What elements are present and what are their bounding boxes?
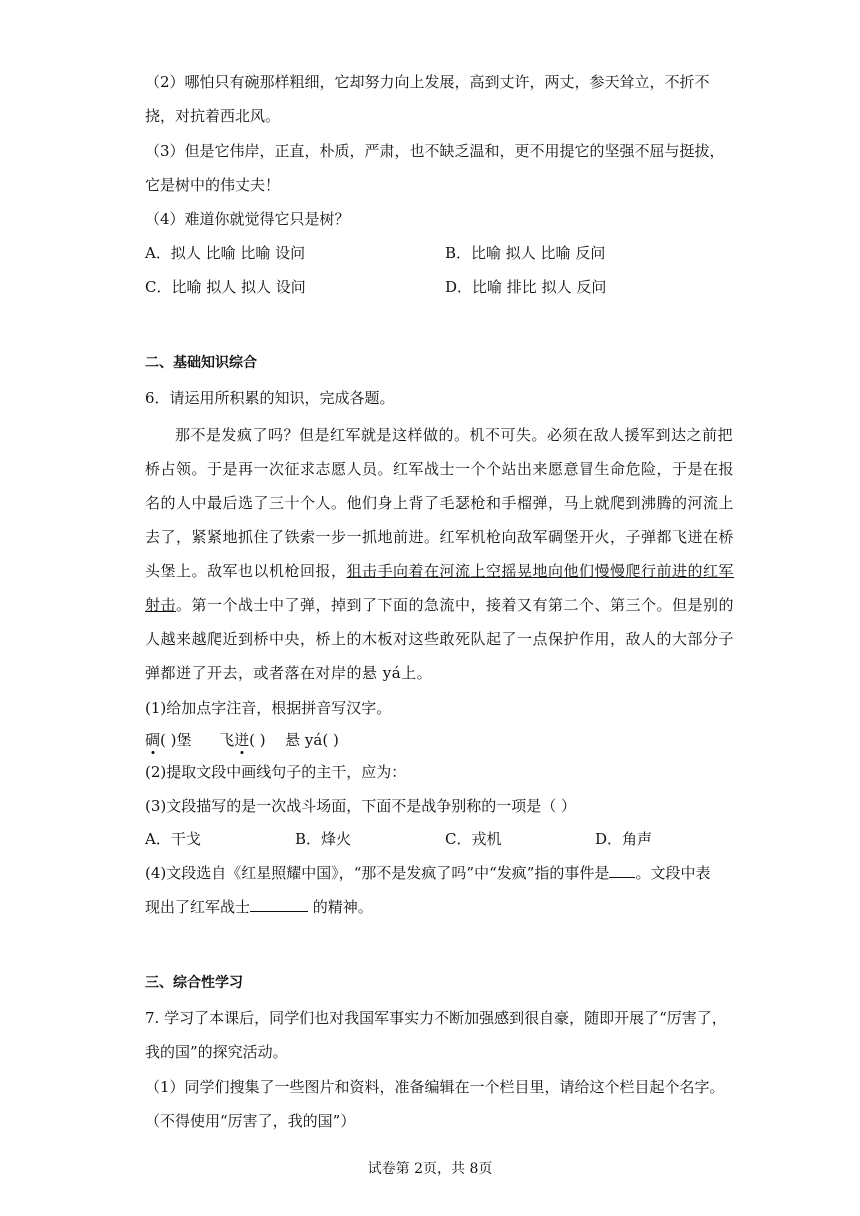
answer-slot-1[interactable]: ( )堡 [160,731,192,749]
q6-sub4-text2-end: 的精神。 [308,898,373,916]
q6-sub4-line2 [145,897,373,917]
underlined-sentence-part2: 射击 [145,596,177,614]
q6-sub4-text1: (4)文段选自《红星照耀中国》，“那不是发疯了吗”中“发疯”指的事件是 [145,864,610,882]
q6-passage-line8: 弹都迸了开去，或者落在对岸的悬 yá上。 [145,664,433,682]
q6-sub3-option-c[interactable]: C．戎机 [445,830,502,848]
q7-sub1-line1: （1）同学们搜集了一些图片和资料，准备编辑在一个栏目里，请给这个栏目起个名字。 [145,1078,725,1096]
q6-sub4-text1-end: 。文段中表 [635,864,711,882]
dotted-char-beng: 迸 [234,731,250,749]
q6-passage-line1: 那不是发疯了吗？但是红军就是这样做的。机不可失。必须在敌人援军到达之前把 [175,426,734,444]
q5-option-d[interactable]: D．比喻 排比 拟人 反问 [445,278,607,296]
q5-option-a[interactable]: A．拟人 比喻 比喻 设问 [145,244,306,262]
q5-option-b[interactable]: B．比喻 拟人 比喻 反问 [445,244,606,262]
q6-sub4-text2: 现出了红军战士 [145,898,251,916]
section-3-title: 三、综合性学习 [145,975,243,991]
q6-sub3: (3)文段描写的是一次战斗场面，下面不是战争别称的一项是（ ） [145,797,577,815]
q5-item3-line2: 它是树中的伟丈夫！ [145,176,281,194]
q6-passage-line5-plain: 头堡上。敌军也以机枪回报， [145,562,347,580]
q7-sub1-line2: （不得使用“厉害了，我的国”） [145,1112,356,1130]
q5-item4: （4）难道你就觉得它只是树？ [145,210,350,228]
underlined-sentence-part1: 狙击手向着在河流上空摇晃地向他们慢慢爬行前进的红军 [346,562,735,580]
answer-slot-2[interactable]: ( ) [249,731,266,749]
answer-blank-spirit[interactable] [250,897,308,912]
q6-sub1-items [145,730,339,750]
q6-passage-line4: 去了，紧紧地抓住了铁索一步一抓地前进。红军机枪向敌军碉堡开火，子弹都飞迸在桥 [145,528,735,546]
q5-option-c[interactable]: C．比喻 拟人 拟人 设问 [145,278,306,296]
q6-sub3-option-d[interactable]: D．角声 [595,830,653,848]
q5-item2-line2: 挠，对抗着西北风。 [145,107,281,125]
q5-item3-line1: （3）但是它伟岸，正直，朴质，严肃，也不缺乏温和，更不用提它的坚强不屈与挺拔， [145,142,725,160]
section-2-title: 二、基础知识综合 [145,355,257,371]
q7-stem-line1: 7. 学习了本课后，同学们也对我国军事实力不断加强感到很自豪，随即开展了“厉害了， [145,1009,727,1027]
answer-blank-event[interactable] [609,863,635,878]
q6-passage-line6 [145,595,734,615]
q6-passage-line7: 人越来越爬近到桥中央，桥上的木板对这些敢死队起了一点保护作用，敌人的大部分子 [145,630,735,648]
char-fei: 飞 [219,731,235,749]
q6-sub4-line1 [145,863,710,883]
page-footer: 试卷第 2页，共 8页 [367,1161,493,1177]
q5-item2-line1: （2）哪怕只有碗那样粗细，它却努力向上发展，高到丈许，两丈，参天耸立，不折不 [145,73,710,91]
q6-sub3-option-a[interactable]: A．干戈 [145,830,201,848]
q6-passage-line2: 桥占领。于是再一次征求志愿人员。红军战士一个个站出来愿意冒生命危险，于是在报 [145,460,735,478]
q6-sub2: (2)提取文段中画线句子的主干，应为： [145,763,407,781]
q6-passage-line5 [145,561,734,581]
dotted-char-diao: 碉 [145,731,161,749]
q6-sub1: (1)给加点字注音，根据拼音写汉字。 [145,699,392,717]
q6-sub3-option-b[interactable]: B．烽火 [295,830,352,848]
q6-passage-line3: 名的人中最后选了三十个人。他们身上背了毛瑟枪和手榴弹，马上就爬到沸腾的河流上 [145,494,735,512]
q6-stem: 6．请运用所积累的知识，完成各题。 [145,389,395,407]
q6-passage-line6-plain: 。第一个战士中了弹，掉到了下面的急流中，接着又有第二个、第三个。但是别的 [176,596,735,614]
q7-stem-line2: 我的国”的探究活动。 [145,1043,288,1061]
answer-slot-3[interactable]: 悬 yá( ) [285,731,339,749]
